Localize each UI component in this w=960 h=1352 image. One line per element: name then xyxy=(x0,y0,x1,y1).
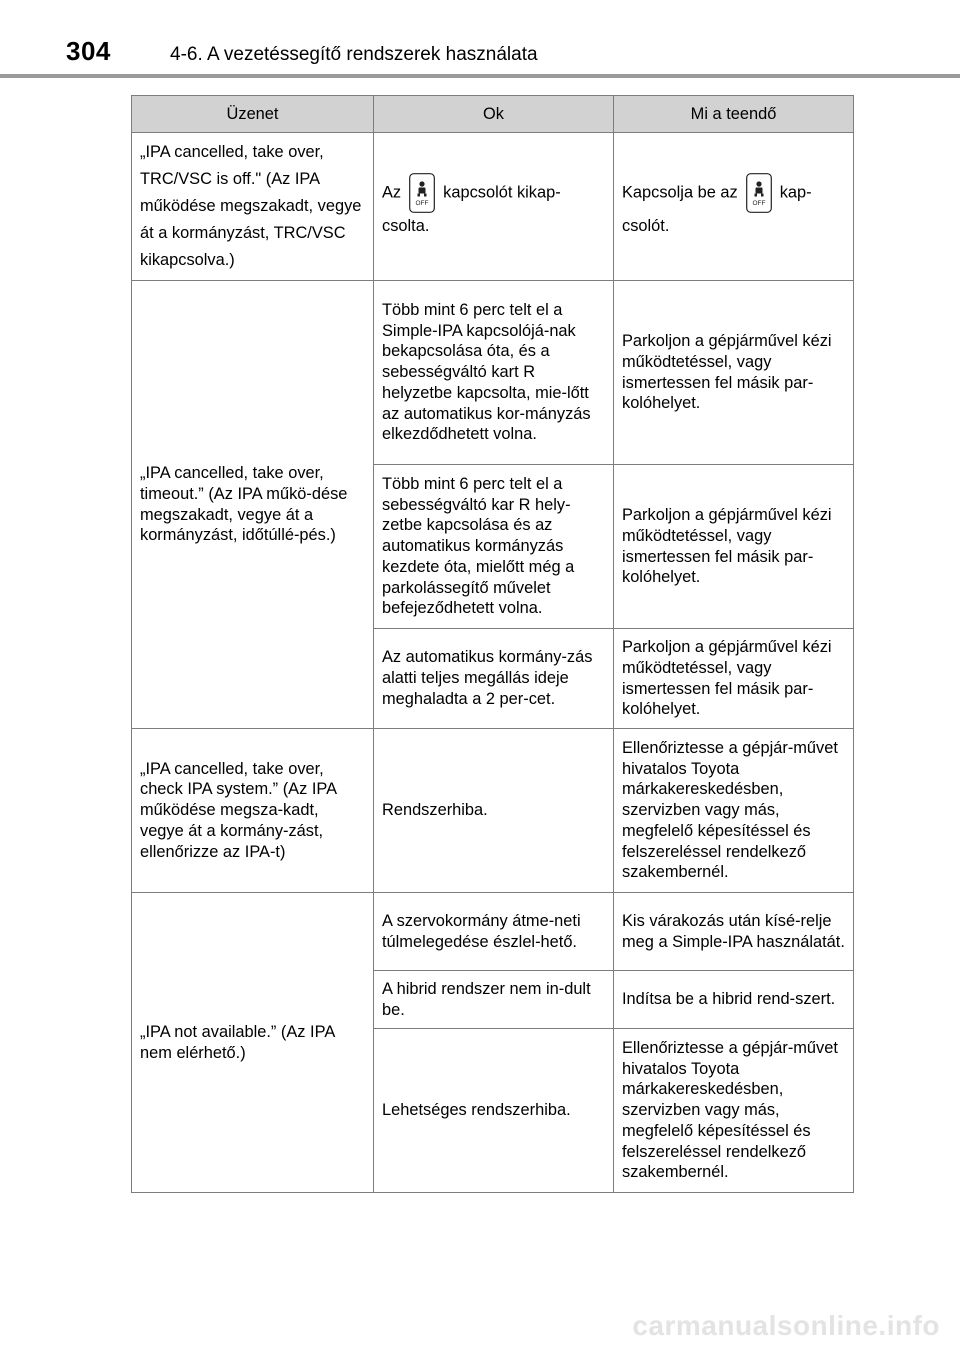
message-cell: „IPA not available.” (Az IPA nem elérhető.) xyxy=(132,893,374,1193)
table-row xyxy=(132,281,854,465)
cause-cell: Lehetséges rendszerhiba. xyxy=(374,1029,614,1193)
cause-text-after: kapcsolót kikap-csolta. xyxy=(382,183,561,235)
cause-text-before: Az xyxy=(382,183,402,202)
simple-ipa-switch-icon xyxy=(409,173,435,213)
table-row xyxy=(132,729,854,893)
table-header-row xyxy=(132,96,854,133)
action-cell: Parkoljon a gépjárművel kézi működtetéssel, vagy ismertessen fel másik par-kolóhelyet. xyxy=(614,281,854,465)
message-cell: „IPA cancelled, take over, check IPA system.” (Az IPA működése megsza-kadt, vegye át a kormány-zást, ellenőrizze az IPA-t) xyxy=(132,729,374,893)
action-cell: Kis várakozás után kísé-relje meg a Simple-IPA használatát. xyxy=(614,893,854,971)
header-divider xyxy=(0,74,960,78)
action-cell xyxy=(614,133,854,281)
column-header-action: Mi a teendő xyxy=(614,96,854,133)
cause-cell: Az automatikus kormány-zás alatti teljes megállás ideje meghaladta a 2 per-cet. xyxy=(374,629,614,729)
page-number: 304 xyxy=(66,36,111,66)
switch-off-label: OFF xyxy=(415,200,429,207)
message-cell: „IPA cancelled, take over, timeout.” (Az IPA műkö-dése megszakadt, vegye át a kormányzást, időtúllé-pés.) xyxy=(132,281,374,729)
page-header xyxy=(0,0,960,80)
cause-cell: Rendszerhiba. xyxy=(374,729,614,893)
action-cell: Ellenőriztesse a gépjár-művet hivatalos Toyota márkakereskedésben, szervizben vagy más, megfelelő képesítéssel és felszereléssel rendelkező szakembernél. xyxy=(614,1029,854,1193)
switch-off-label: OFF xyxy=(752,200,766,207)
action-text-after: kap-csolót. xyxy=(622,183,812,235)
cause-cell xyxy=(374,133,614,281)
action-cell: Indítsa be a hibrid rend-szert. xyxy=(614,971,854,1029)
message-table xyxy=(131,95,854,1193)
cause-cell: A szervokormány átme-neti túlmelegedése észlel-hető. xyxy=(374,893,614,971)
action-cell: Ellenőriztesse a gépjár-művet hivatalos Toyota márkakereskedésben, szervizben vagy más, megfelelő képesítéssel és felszereléssel rendelkező szakembernél. xyxy=(614,729,854,893)
column-header-cause: Ok xyxy=(374,96,614,133)
cause-cell: A hibrid rendszer nem in-dult be. xyxy=(374,971,614,1029)
cause-cell: Több mint 6 perc telt el a Simple-IPA kapcsolójá-nak bekapcsolása óta, és a sebességváltó kart R helyzetbe kapcsolta, mie-lőtt az automatikus kor-mányzás elkezdődhetett volna. xyxy=(374,281,614,465)
table-row xyxy=(132,133,854,281)
action-cell: Parkoljon a gépjárművel kézi működtetéssel, vagy ismertessen fel másik par-kolóhelyet. xyxy=(614,629,854,729)
column-header-message: Üzenet xyxy=(132,96,374,133)
table-row xyxy=(132,893,854,971)
action-text-before: Kapcsolja be az xyxy=(622,183,738,202)
chapter-title: 4-6. A vezetéssegítő rendszerek használata xyxy=(170,44,538,65)
message-cell: „IPA cancelled, take over, TRC/VSC is off." (Az IPA működése megszakadt, vegye át a kormányzást, TRC/VSC kikapcsolva.) xyxy=(132,133,374,281)
simple-ipa-switch-icon xyxy=(746,173,772,213)
cause-cell: Több mint 6 perc telt el a sebességváltó kar R hely-zetbe kapcsolása és az automatikus kormányzás kezdete óta, mielőtt még a parkolássegítő művelet befejeződhetett volna. xyxy=(374,465,614,629)
action-cell: Parkoljon a gépjárművel kézi működtetéssel, vagy ismertessen fel másik par-kolóhelyet. xyxy=(614,465,854,629)
watermark: carmanualsonline.info xyxy=(632,1310,940,1341)
